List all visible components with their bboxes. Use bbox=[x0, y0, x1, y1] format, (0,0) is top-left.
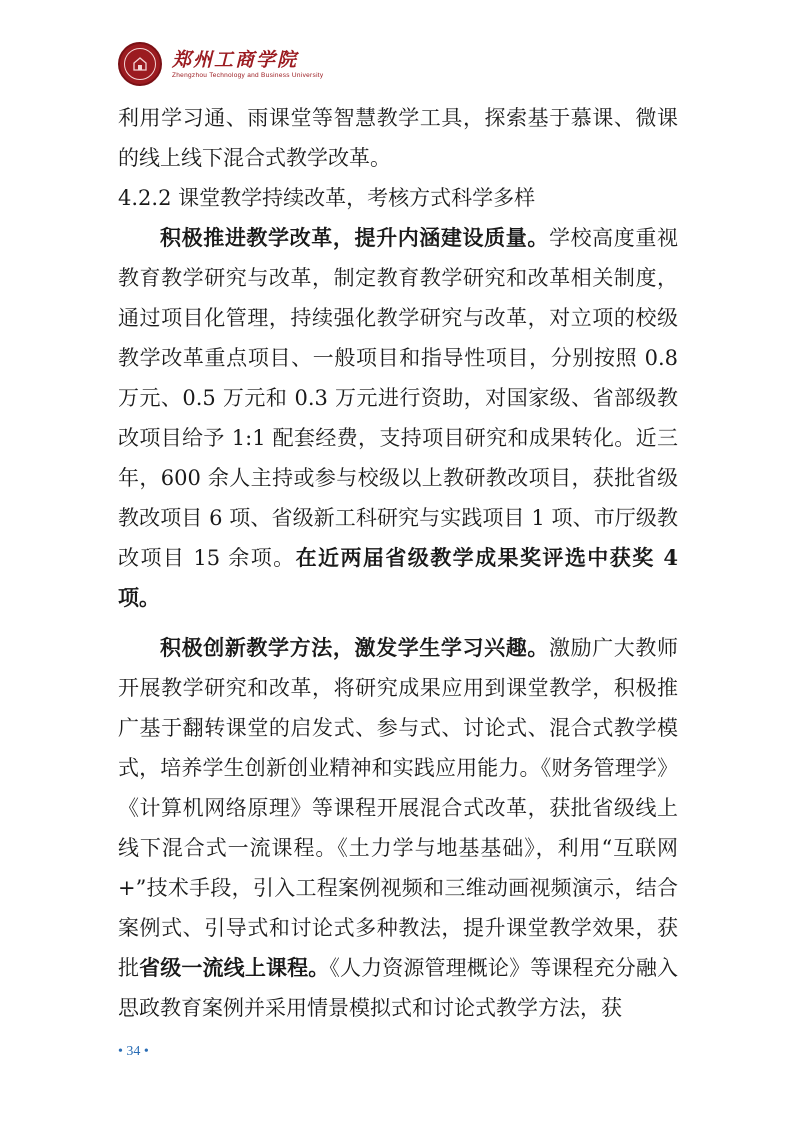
school-seal-logo bbox=[118, 42, 162, 86]
paragraph-lead-bold: 积极创新教学方法，激发学生学习兴趣。 bbox=[160, 635, 549, 660]
paragraph-mid-bold: 省级一流线上课程。 bbox=[139, 955, 330, 980]
page-number: • 34 • bbox=[118, 1044, 149, 1059]
school-name-en: Zhengzhou Technology and Business University bbox=[172, 72, 324, 79]
paragraph-body-end: 《人力资源管理概论》等课程充分融入思政教育案例并采用情景模拟式和讨论式教学方法，获 bbox=[118, 956, 679, 1020]
paragraph-lead-bold: 积极推进教学改革，提升内涵建设质量。 bbox=[160, 225, 549, 250]
school-brand bbox=[172, 49, 323, 79]
document-body bbox=[118, 98, 678, 1028]
paragraph-teaching-reform bbox=[118, 218, 678, 618]
section-heading: 4.2.2 课堂教学持续改革，考核方式科学多样 bbox=[118, 186, 536, 210]
seal-inner-ring bbox=[124, 48, 156, 80]
paragraph-body: 学校高度重视教育教学研究与改革，制定教育教学研究和改革相关制度，通过项目化管理，持续强化教学研究与改革，对立项的校级教学改革重点项目、一般项目和指导性项目，分别按照 0.8 万元、0.5 万元和 0.3 万元进行资助，对国家级、省部级教改项目给予 1:1 配套经费，支持项目研究和成果转化。近三年，600 余人主持或参与校级以上教研教改项目，获批省级教改项目 6 项、省级新工科研究与实践项目 1 项、市厅级教改项目 15 余项。 bbox=[118, 226, 679, 570]
building-icon bbox=[132, 56, 148, 72]
page-header bbox=[118, 42, 323, 86]
paragraph-end-bold: 在近两届省级教学成果奖评选中获奖 4 项。 bbox=[118, 545, 678, 610]
school-name: 郑州工商学院 bbox=[172, 49, 299, 71]
paragraph-continuation: 利用学习通、雨课堂等智慧教学工具，探索基于慕课、微课的线上线下混合式教学改革。 bbox=[118, 106, 678, 170]
paragraph-teaching-methods bbox=[118, 628, 678, 1028]
paragraph-body: 激励广大教师开展教学研究和改革，将研究成果应用到课堂教学，积极推广基于翻转课堂的启发式、参与式、讨论式、混合式教学模式，培养学生创新创业精神和实践应用能力。《财务管理学》《计算机网络原理》等课程开展混合式改革，获批省级线上线下混合式一流课程。《土力学与地基基础》，利用“互联网+”技术手段，引入工程案例视频和三维动画视频演示，结合案例式、引导式和讨论式多种教法，提升课堂教学效果，获批 bbox=[118, 636, 679, 980]
